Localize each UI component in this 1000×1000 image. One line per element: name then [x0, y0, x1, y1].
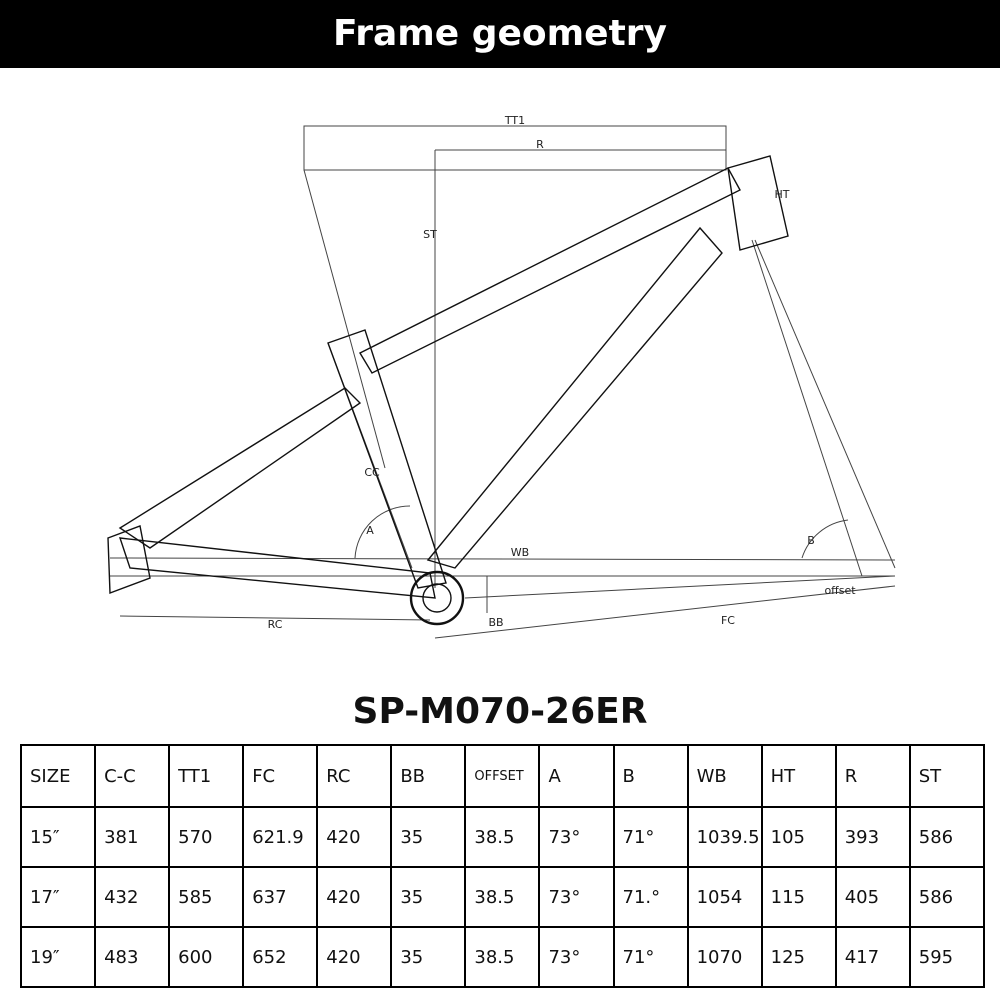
cell-r: 417: [836, 927, 910, 987]
header-a: A: [539, 745, 613, 807]
header-rc: RC: [317, 745, 391, 807]
label-ht: HT: [774, 188, 790, 201]
frame-diagram: [0, 68, 1000, 668]
cell-rc: 420: [317, 867, 391, 927]
cell-fc: 652: [243, 927, 317, 987]
cell-bb: 35: [391, 927, 465, 987]
cell-tt1: 570: [169, 807, 243, 867]
tt1-dimension-box: [304, 126, 726, 170]
angle-a-arc: [355, 506, 410, 558]
cell-wb: 1054: [688, 867, 762, 927]
cell-ht: 105: [762, 807, 836, 867]
fork-line: [752, 240, 862, 576]
label-b: B: [807, 534, 815, 547]
header-tt1: TT1: [169, 745, 243, 807]
header-c-c: C-C: [95, 745, 169, 807]
header-st: ST: [910, 745, 984, 807]
cell-a: 73°: [539, 927, 613, 987]
cell-c-c: 432: [95, 867, 169, 927]
cell-size: 17″: [21, 867, 95, 927]
label-cc: CC: [364, 466, 380, 479]
label-wb: WB: [510, 546, 530, 559]
header-r: R: [836, 745, 910, 807]
label-a: A: [366, 524, 374, 537]
cell-offset: 38.5: [465, 927, 539, 987]
cell-offset: 38.5: [465, 807, 539, 867]
table-row: [21, 927, 984, 987]
cell-bb: 35: [391, 867, 465, 927]
bottom-bracket-shell: [411, 572, 463, 624]
cell-a: 73°: [539, 867, 613, 927]
header-fc: FC: [243, 745, 317, 807]
label-fc: FC: [720, 614, 736, 627]
header-offset: OFFSET: [465, 745, 539, 807]
cell-wb: 1070: [688, 927, 762, 987]
table-row: [21, 867, 984, 927]
head-tube: [728, 156, 788, 250]
header-b: B: [614, 745, 688, 807]
table-header-row: [21, 745, 984, 807]
seat-tube: [328, 330, 446, 588]
table-row: [21, 807, 984, 867]
seat-stay: [120, 388, 360, 548]
cell-ht: 115: [762, 867, 836, 927]
label-st: ST: [423, 228, 437, 241]
cell-r: 405: [836, 867, 910, 927]
wb-line: [110, 558, 895, 560]
cell-b: 71°: [614, 807, 688, 867]
geometry-table: [20, 744, 985, 988]
header-wb: WB: [688, 745, 762, 807]
cell-tt1: 600: [169, 927, 243, 987]
head-angle-line: [755, 240, 895, 568]
cell-fc: 621.9: [243, 807, 317, 867]
label-r: R: [536, 138, 544, 151]
cell-size: 19″: [21, 927, 95, 987]
top-tube: [360, 168, 740, 373]
cell-c-c: 483: [95, 927, 169, 987]
header-ht: HT: [762, 745, 836, 807]
down-tube: [428, 228, 722, 568]
cell-st: 586: [910, 867, 984, 927]
header-bb: BB: [391, 745, 465, 807]
cell-rc: 420: [317, 807, 391, 867]
cell-st: 595: [910, 927, 984, 987]
header-title: Frame geometry: [332, 13, 668, 54]
cell-ht: 125: [762, 927, 836, 987]
header-bar: [0, 0, 1000, 68]
cell-rc: 420: [317, 927, 391, 987]
bottom-bracket-bore: [423, 584, 451, 612]
label-offset: offset: [824, 584, 856, 597]
cell-a: 73°: [539, 807, 613, 867]
cell-c-c: 381: [95, 807, 169, 867]
cell-b: 71.°: [614, 867, 688, 927]
label-bb: BB: [488, 616, 504, 629]
cell-bb: 35: [391, 807, 465, 867]
header-size: SIZE: [21, 745, 95, 807]
tt1-left-extension: [304, 170, 385, 468]
cell-r: 393: [836, 807, 910, 867]
cell-wb: 1039.5: [688, 807, 762, 867]
cell-b: 71°: [614, 927, 688, 987]
label-rc: RC: [267, 618, 283, 631]
model-title: SP-M070-26ER: [352, 691, 648, 732]
rear-dropout: [108, 526, 150, 593]
cell-tt1: 585: [169, 867, 243, 927]
cell-st: 586: [910, 807, 984, 867]
cell-size: 15″: [21, 807, 95, 867]
cell-fc: 637: [243, 867, 317, 927]
chain-stay: [120, 538, 435, 598]
label-tt1: TT1: [504, 114, 526, 127]
cell-offset: 38.5: [465, 867, 539, 927]
